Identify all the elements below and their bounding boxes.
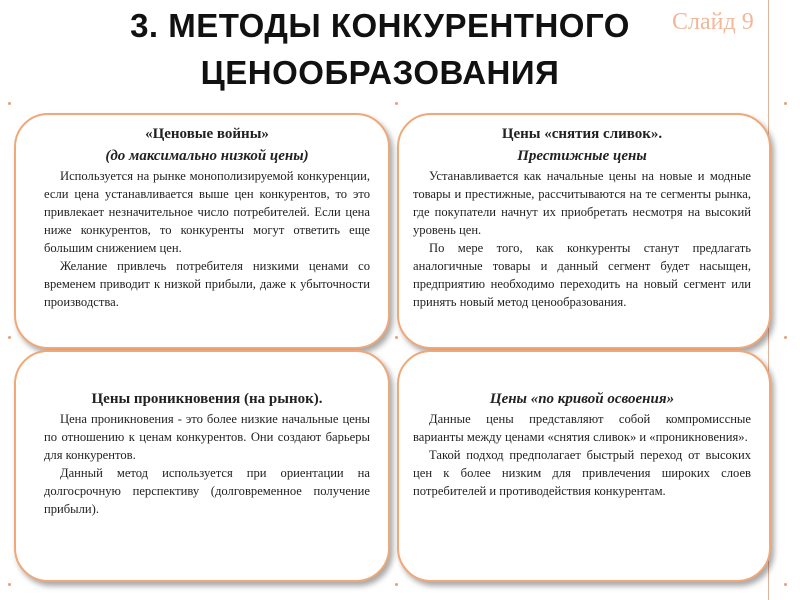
card-paragraph: Используется на рынке монополизируемой конкуренции, если цена устанавливается выше цен конкурентов, то это привлекает незначительное число потребителей. Если цена ниже конкурентов, то конкуренты могут ответить еще большим снижением цен. [44,169,370,255]
card-paragraph: Устанавливается как начальные цены на новые и модные товары и престижные, рассчитываются на те сегменты рынка, где покупатели начнут их приобретать несмотря на высокий уровень цен. [413,169,751,237]
card-subheading: Престижные цены [517,148,647,164]
card-heading: Цены «снятия сливок». [501,126,663,142]
decorative-dot [784,102,787,105]
card-paragraph: Желание привлечь потребителя низкими ценами со временем приводит к низкой прибыли, даже к убыточности производства. [44,259,370,309]
decorative-dot [395,583,398,586]
decorative-dot [395,102,398,105]
card-heading: Цены проникновения (на рынок). [91,391,323,407]
card-skimming-prices [397,113,771,349]
decorative-dot [8,583,11,586]
card-heading: «Ценовые войны» [145,126,269,142]
card-paragraph: Данный метод используется при ориентации на долгосрочную перспективу (долговременное получение прибыли). [44,466,370,516]
slide-number: Слайд 9 [672,9,754,35]
title-line-2: ЦЕНООБРАЗОВАНИЯ [200,54,560,91]
decorative-dot [784,336,787,339]
card-subheading: (до максимально низкой цены) [105,148,309,164]
decorative-dot [8,336,11,339]
card-heading: Цены «по кривой освоения» [489,391,675,407]
decorative-dot [8,102,11,105]
card-paragraph: Цена проникновения - это более низкие начальные цены по отношению к ценам конкурентов. Они создают барьеры для конкурентов. [44,412,370,462]
decorative-dot [784,583,787,586]
page-title [60,2,700,96]
decorative-dot [395,336,398,339]
title-line-1: 3. МЕТОДЫ КОНКУРЕНТНОГО [130,7,630,44]
card-penetration-prices [14,350,390,582]
card-paragraph: Такой подход предполагает быстрый переход от высоких цен к более низким для привлечения широких слоев потребителей и противодействия конкурентам. [413,448,751,498]
card-paragraph: По мере того, как конкуренты станут предлагать аналогичные товары и данный сегмент будет насыщен, предприятию необходимо переходить на новый сегмент или принять новый метод ценообразования. [413,241,751,309]
card-learning-curve-prices [397,350,771,582]
card-paragraph: Данные цены представляют собой компромиссные варианты между ценами «снятия сливок» и «проникновения». [413,412,751,444]
card-price-wars [14,113,390,349]
